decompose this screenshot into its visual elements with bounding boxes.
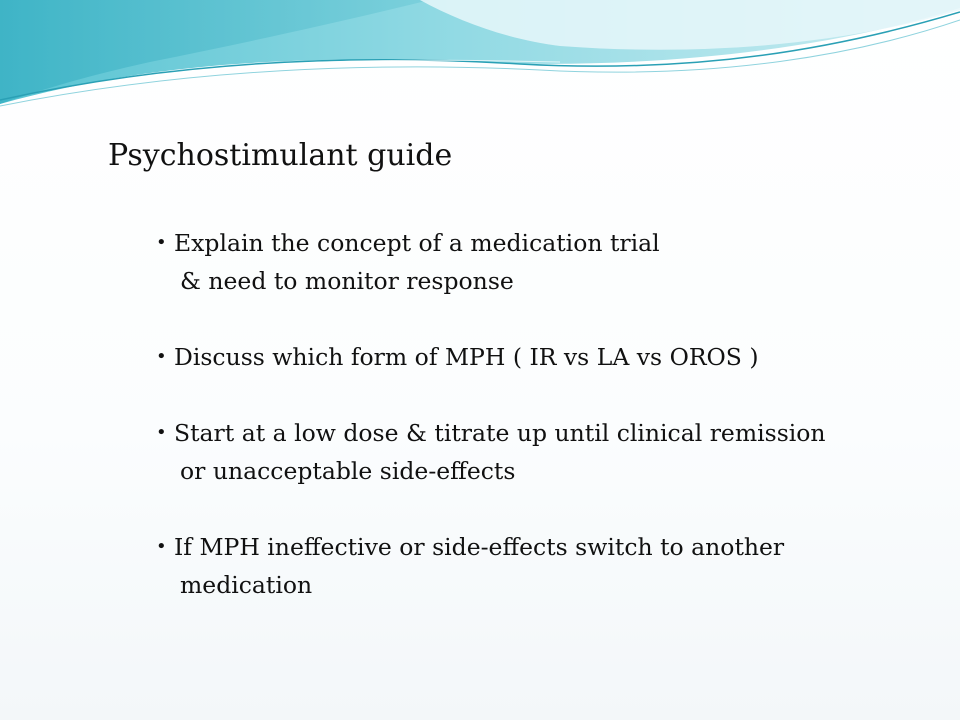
bullet-dot-icon: • xyxy=(156,536,167,557)
bullet-text-line1: If MPH ineffective or side-effects switch to another xyxy=(174,533,785,561)
bullet-dot-icon: • xyxy=(156,346,167,367)
slide-title: Psychostimulant guide xyxy=(108,138,453,173)
bullet-list xyxy=(156,224,946,642)
header-wave-decoration xyxy=(0,0,960,120)
bullet-text-line2: or unacceptable side-effects xyxy=(180,457,516,485)
bullet-item-switch-medication xyxy=(156,528,946,604)
bullet-text-line2: medication xyxy=(180,571,313,599)
bullet-text-line1: Explain the concept of a medication trial xyxy=(174,229,660,257)
bullet-text-line1: Discuss which form of MPH ( IR vs LA vs OROS ) xyxy=(174,343,759,371)
bullet-dot-icon: • xyxy=(156,422,167,443)
bullet-dot-icon: • xyxy=(156,232,167,253)
bullet-item-medication-trial xyxy=(156,224,946,300)
bullet-text-line1: Start at a low dose & titrate up until clinical remission xyxy=(174,419,826,447)
bullet-item-titrate xyxy=(156,414,946,490)
bullet-item-mph-form xyxy=(156,338,946,376)
bullet-text-line2: & need to monitor response xyxy=(180,267,514,295)
